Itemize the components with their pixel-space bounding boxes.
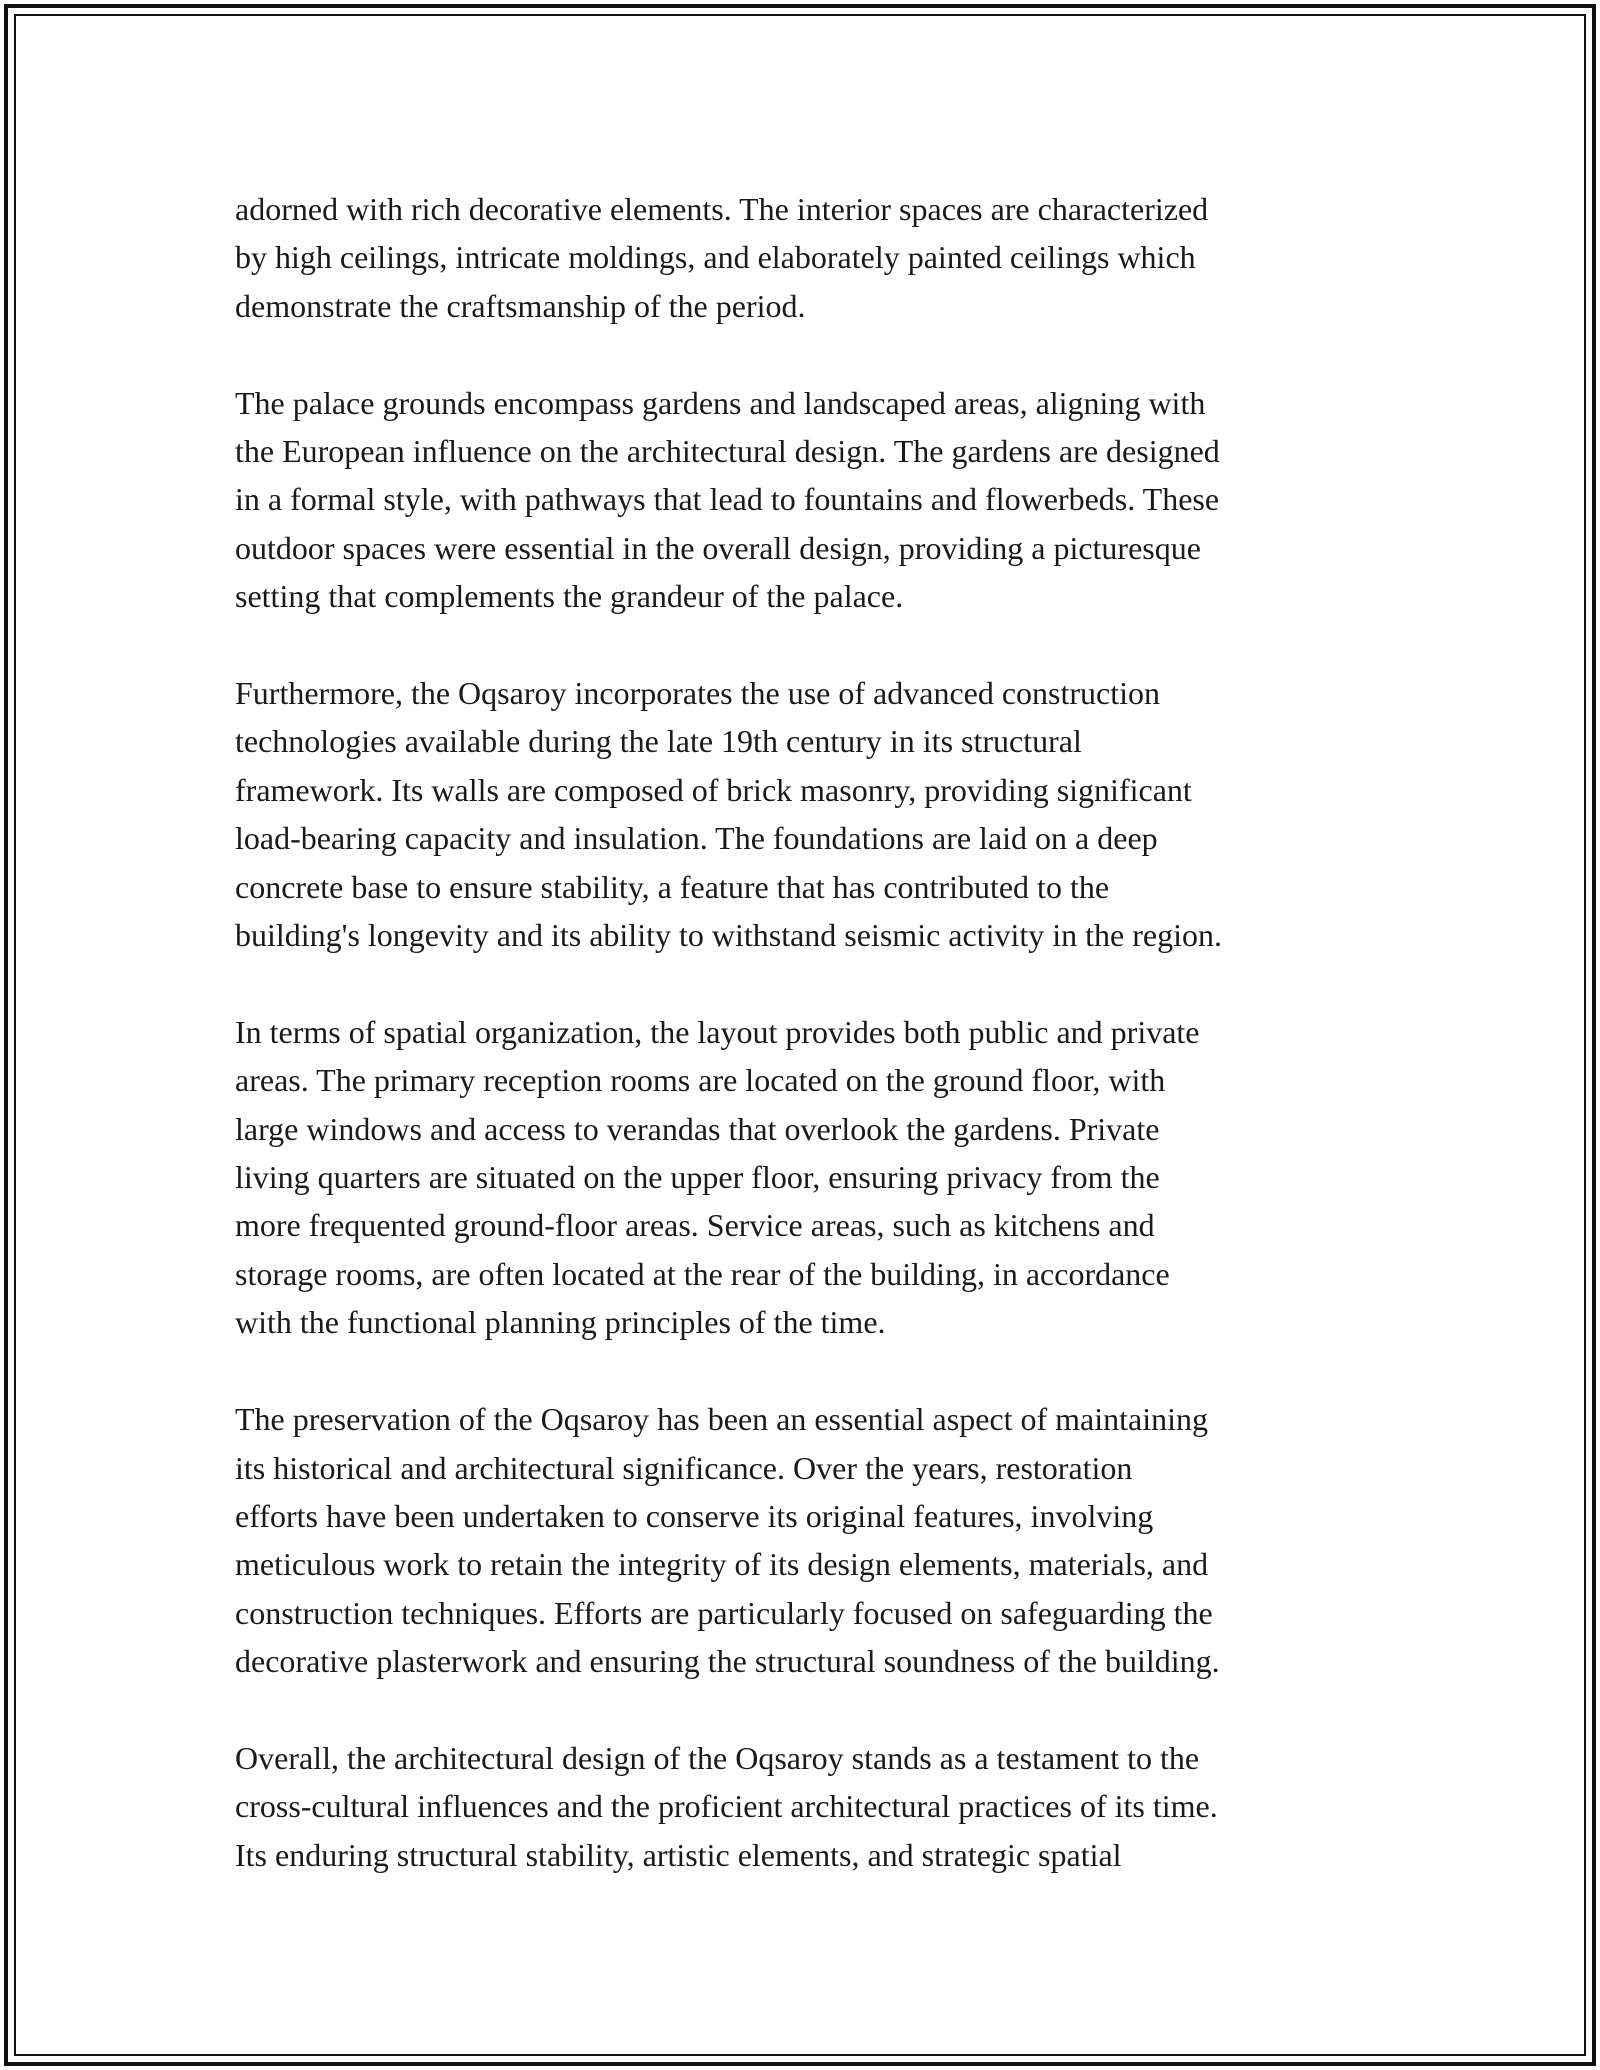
text-line: large windows and access to verandas that overlook the gardens. Private	[235, 1110, 1160, 1147]
text-line: with the functional planning principles of the time.	[235, 1304, 886, 1341]
text-line: efforts have been undertaken to conserve its original features, involving	[235, 1497, 1154, 1534]
text-line: by high ceilings, intricate moldings, and elaborately painted ceilings which	[235, 239, 1196, 276]
text-line: The preservation of the Oqsaroy has been an essential aspect of maintaining	[235, 1401, 1208, 1438]
text-line: the European influence on the architectural design. The gardens are designed	[235, 433, 1220, 470]
text-line: framework. Its walls are composed of brick masonry, providing significant	[235, 771, 1192, 808]
text-line: concrete base to ensure stability, a feature that has contributed to the	[235, 868, 1110, 905]
text-line: setting that complements the grandeur of the palace.	[235, 578, 904, 615]
text-line: demonstrate the craftsmanship of the period.	[235, 287, 806, 324]
paragraph	[235, 1734, 1395, 1879]
text-line: Overall, the architectural design of the Oqsaroy stands as a testament to the	[235, 1739, 1200, 1776]
text-line: outdoor spaces were essential in the overall design, providing a picturesque	[235, 529, 1201, 566]
text-line: adorned with rich decorative elements. The interior spaces are characterized	[235, 191, 1209, 227]
text-line: In terms of spatial organization, the layout provides both public and private	[235, 1013, 1200, 1050]
text-line: decorative plasterwork and ensuring the structural soundness of the building.	[235, 1643, 1220, 1680]
text-line: load-bearing capacity and insulation. The foundations are laid on a deep	[235, 820, 1158, 857]
text-line: in a formal style, with pathways that lead to fountains and flowerbeds. These	[235, 481, 1220, 518]
text-line: storage rooms, are often located at the rear of the building, in accordance	[235, 1255, 1170, 1292]
text-line: living quarters are situated on the upper floor, ensuring privacy from the	[235, 1159, 1160, 1196]
paragraph	[235, 1008, 1395, 1347]
paragraph	[235, 1395, 1395, 1685]
paragraph	[235, 185, 1395, 330]
text-line: construction techniques. Efforts are particularly focused on safeguarding the	[235, 1594, 1213, 1631]
document-body	[235, 185, 1395, 1928]
text-line: its historical and architectural significance. Over the years, restoration	[235, 1449, 1133, 1486]
paragraph	[235, 669, 1395, 959]
text-line: Its enduring structural stability, artistic elements, and strategic spatial	[235, 1836, 1122, 1873]
text-line: areas. The primary reception rooms are located on the ground floor, with	[235, 1062, 1166, 1099]
text-line: building's longevity and its ability to withstand seismic activity in the region.	[235, 917, 1222, 954]
text-line: Furthermore, the Oqsaroy incorporates the use of advanced construction	[235, 675, 1161, 712]
paragraph	[235, 379, 1395, 621]
text-line: more frequented ground-floor areas. Service areas, such as kitchens and	[235, 1207, 1155, 1244]
text-line: meticulous work to retain the integrity of its design elements, materials, and	[235, 1546, 1209, 1583]
text-line: cross-cultural influences and the proficient architectural practices of its time.	[235, 1788, 1218, 1825]
text-line: technologies available during the late 19th century in its structural	[235, 723, 1082, 760]
text-line: The palace grounds encompass gardens and landscaped areas, aligning with	[235, 384, 1206, 421]
